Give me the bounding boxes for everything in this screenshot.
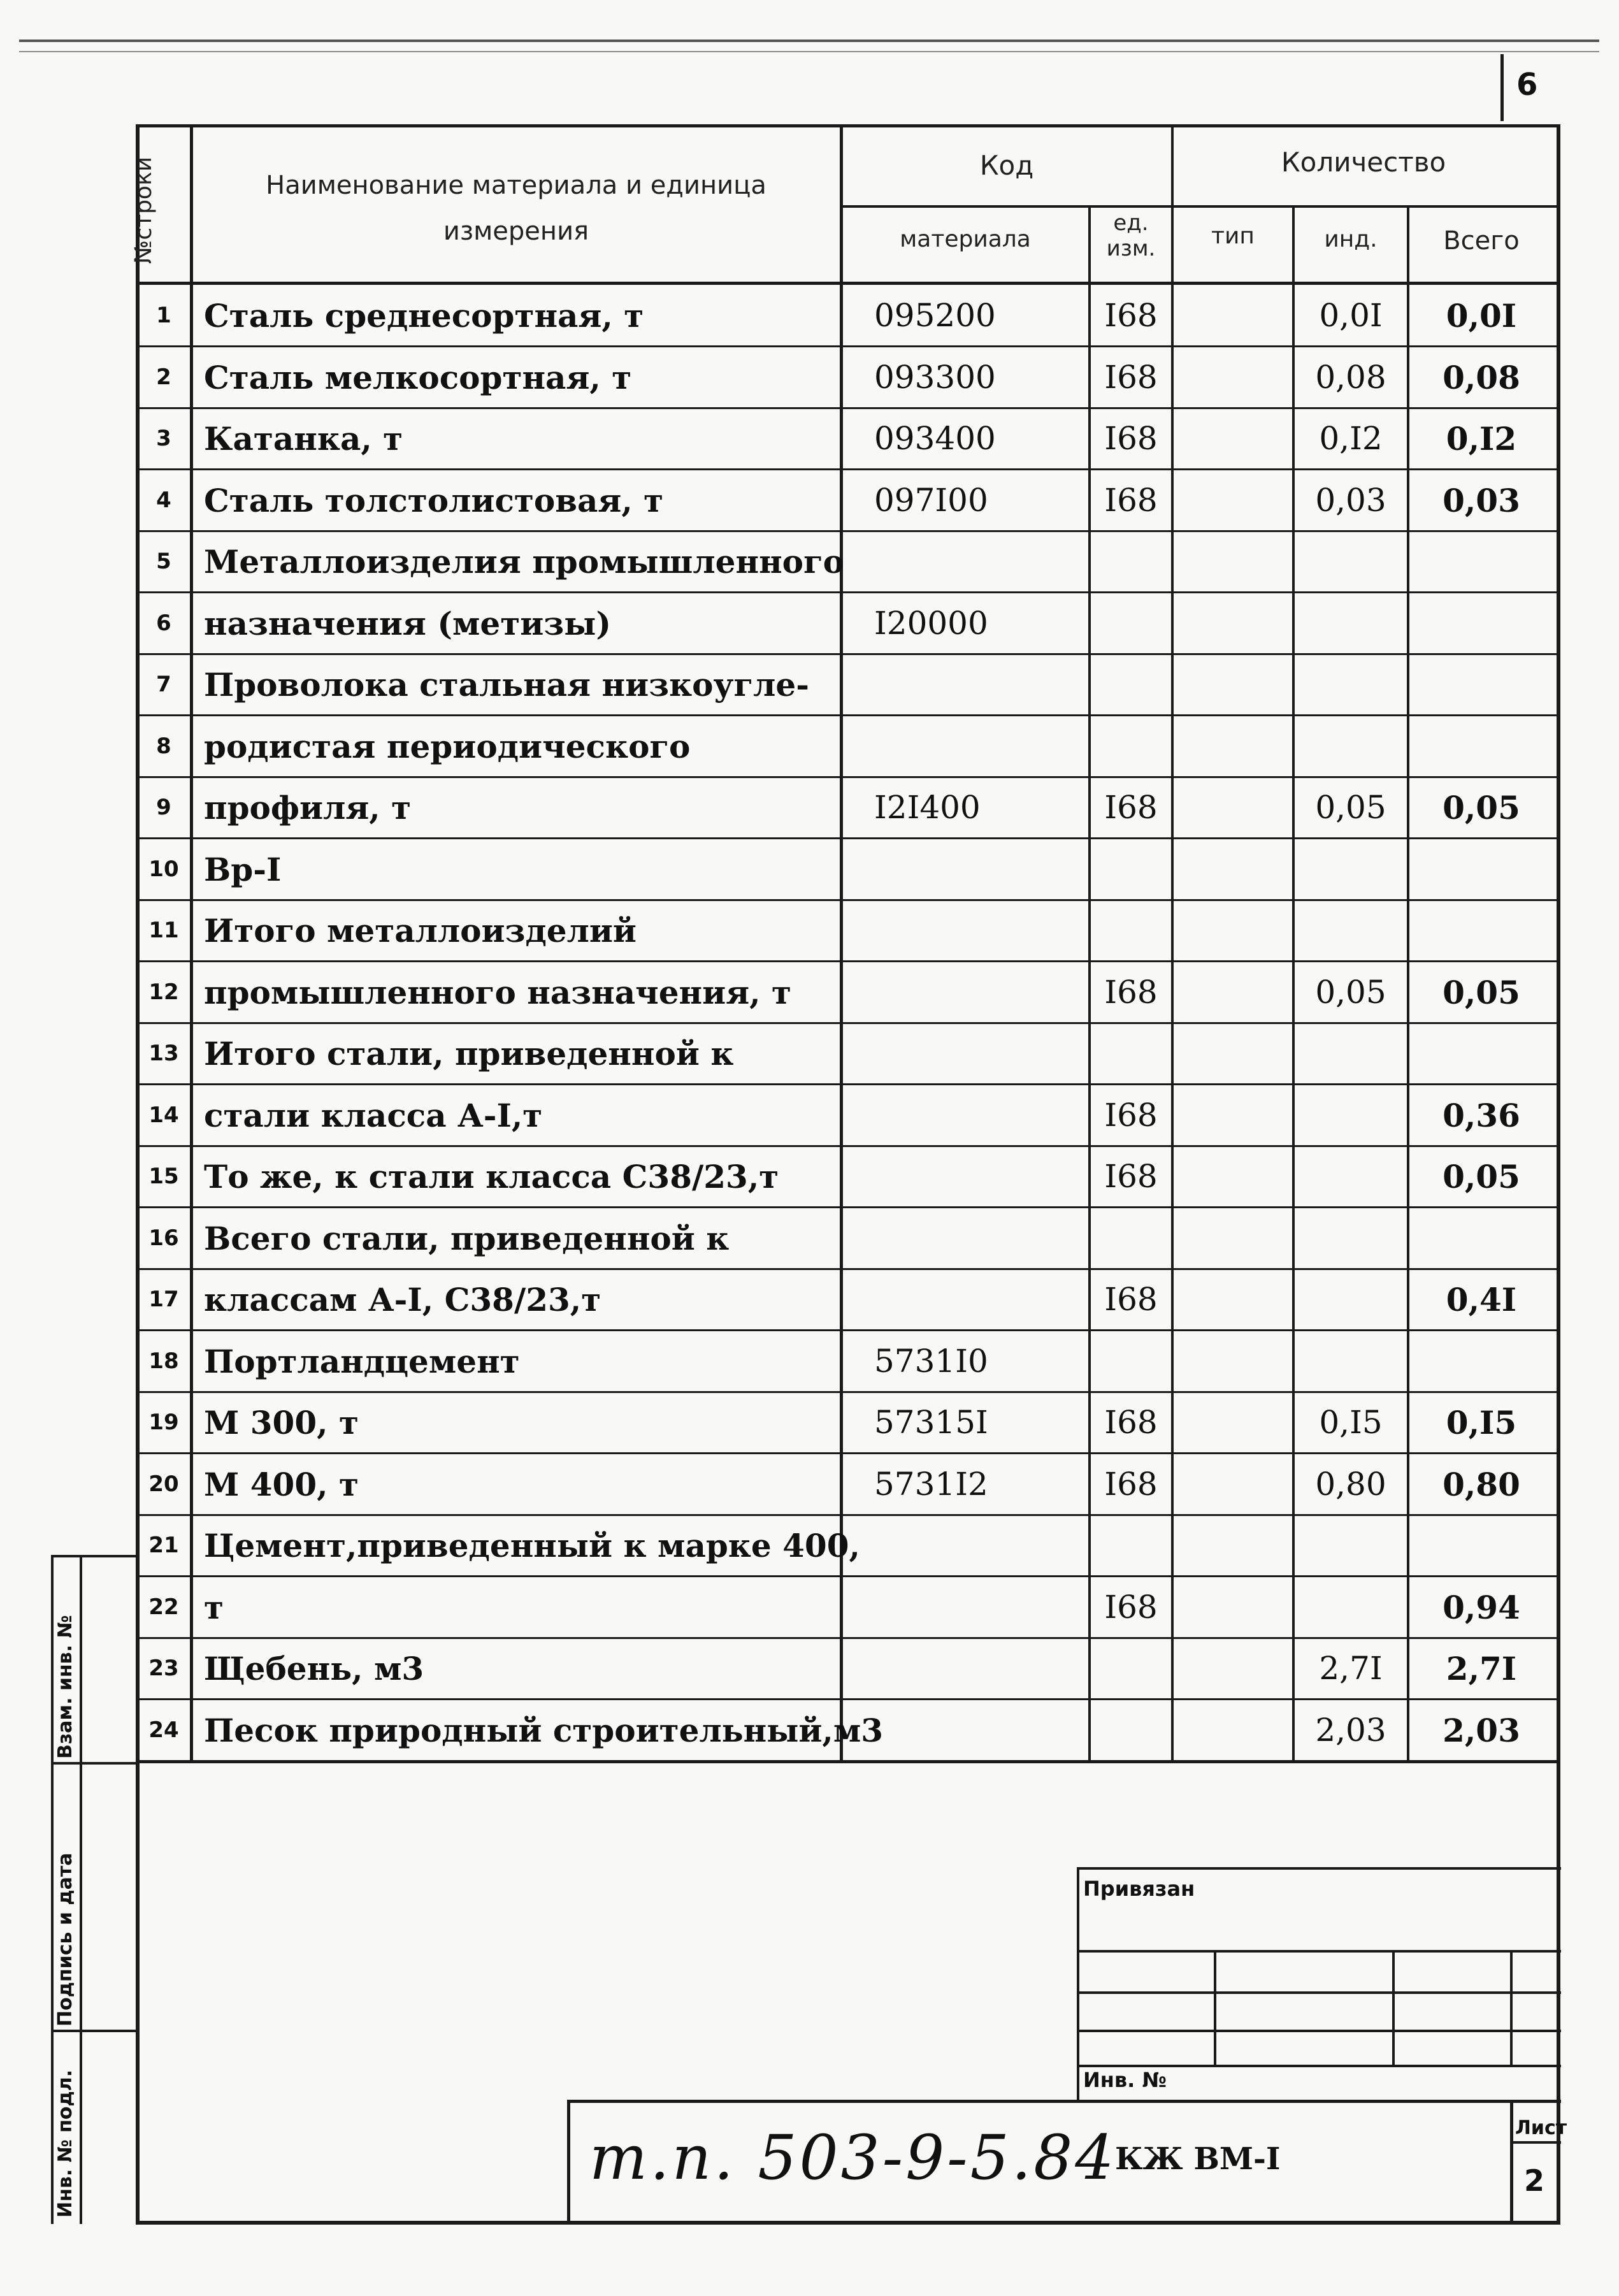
material-name: профиля, т	[204, 788, 412, 827]
material-name: М 300, т	[204, 1403, 359, 1441]
unit-code: I68	[1104, 1158, 1158, 1195]
header-mid-line	[841, 205, 1558, 208]
stamp-inv-no: Инв. №	[1083, 2068, 1167, 2092]
row-number: 14	[148, 1102, 179, 1128]
qty-total: 0,36	[1443, 1096, 1520, 1134]
table-row	[0, 1269, 1619, 1330]
row-number: 19	[148, 1410, 179, 1435]
stamp-box-line-3	[1077, 2030, 1561, 2032]
table-row	[0, 1023, 1619, 1084]
table-row	[0, 1577, 1619, 1638]
qty-individual	[1293, 716, 1408, 777]
unit-code: I68	[1104, 1589, 1158, 1626]
material-code: 093300	[874, 359, 996, 396]
table-row	[0, 900, 1619, 961]
side-label-inv-podl: Инв. № подл.	[54, 2069, 76, 2218]
qty-individual: 0,80	[1315, 1466, 1386, 1503]
material-code: I2I400	[874, 789, 981, 826]
table-row	[0, 1515, 1619, 1576]
row-number: 9	[156, 795, 171, 820]
material-code	[874, 839, 1091, 900]
qty-individual: 0,03	[1315, 482, 1386, 519]
table-row	[0, 1208, 1619, 1269]
frame-bottom	[136, 2221, 1560, 2225]
material-code	[874, 1146, 1091, 1207]
header-qty-ind: инд.	[1324, 226, 1378, 252]
qty-total: 0,05	[1443, 973, 1520, 1011]
qty-individual	[1293, 1577, 1408, 1638]
page-no-divider	[1500, 54, 1504, 121]
qty-individual	[1293, 839, 1408, 900]
material-name: Сталь среднесортная, т	[204, 296, 644, 335]
material-code: 095200	[874, 297, 996, 334]
material-name: т	[204, 1588, 224, 1626]
material-name: Песок природный строительный,м3	[204, 1711, 884, 1749]
row-number: 20	[148, 1471, 179, 1497]
table-row	[0, 1700, 1619, 1761]
material-name: М 400, т	[204, 1465, 359, 1503]
stamp-box-col-2	[1392, 1950, 1395, 2065]
material-code	[874, 654, 1091, 715]
unit-code	[1090, 839, 1172, 900]
qty-total	[1408, 531, 1555, 592]
qty-individual: 0,I2	[1319, 420, 1383, 457]
side-label-vzam: Взам. инв. №	[54, 1615, 76, 1759]
row-number: 2	[156, 365, 171, 390]
qty-individual	[1293, 1515, 1408, 1576]
material-code	[874, 900, 1091, 961]
material-code	[874, 531, 1091, 592]
material-code: 57315I	[874, 1404, 988, 1441]
material-code: 097I00	[874, 482, 988, 519]
qty-individual	[1293, 1208, 1408, 1269]
row-number: 24	[148, 1717, 179, 1743]
title-block-sheet-left	[1510, 2100, 1513, 2224]
material-name: Итого стали, приведенной к	[204, 1034, 734, 1072]
unit-code: I68	[1104, 1466, 1158, 1503]
sheet-number: 2	[1524, 2163, 1545, 2198]
qty-individual	[1293, 1269, 1408, 1330]
stamp-box-top	[1077, 1867, 1561, 1870]
unit-code: I68	[1104, 789, 1158, 826]
material-name: промышленного назначения, т	[204, 973, 791, 1011]
material-name: Катанка, т	[204, 419, 403, 458]
unit-code: I68	[1104, 1097, 1158, 1134]
row-number: 22	[148, 1594, 179, 1620]
material-name: То же, к стали класса С38/23,т	[204, 1157, 779, 1195]
material-name: Проволока стальная низкоугле-	[204, 665, 809, 704]
qty-individual	[1293, 593, 1408, 654]
material-code: I20000	[874, 605, 988, 642]
table-row	[0, 285, 1619, 346]
material-name: назначения (метизы)	[204, 604, 611, 642]
table-row	[0, 716, 1619, 777]
document-code: КЖ ВМ-I	[1115, 2141, 1281, 2177]
side-top	[51, 1555, 137, 1557]
qty-total: 0,80	[1443, 1465, 1520, 1503]
qty-total: 0,94	[1443, 1588, 1520, 1626]
row-number: 17	[148, 1287, 179, 1312]
unit-code	[1090, 1208, 1172, 1269]
row-number: 10	[148, 856, 179, 882]
row-number: 4	[156, 487, 171, 513]
material-name: классам А-I, С38/23,т	[204, 1280, 601, 1318]
row-number: 21	[148, 1533, 179, 1558]
qty-individual	[1293, 531, 1408, 592]
material-code	[874, 1515, 1091, 1576]
material-code	[874, 1700, 1091, 1761]
qty-total: 0,0I	[1446, 296, 1517, 335]
title-block-top	[567, 2100, 1561, 2103]
table-row	[0, 1085, 1619, 1146]
table-row	[0, 1331, 1619, 1392]
qty-individual	[1293, 1085, 1408, 1146]
qty-total	[1408, 1331, 1555, 1392]
qty-total	[1408, 593, 1555, 654]
table-row	[0, 1146, 1619, 1207]
row-number: 15	[148, 1164, 179, 1189]
row-number: 16	[148, 1225, 179, 1251]
material-name: Итого металлоизделий	[204, 911, 637, 949]
qty-total	[1408, 1208, 1555, 1269]
material-name: родистая периодического	[204, 727, 691, 765]
material-code: 093400	[874, 420, 996, 457]
header-qty-group: Количество	[1281, 147, 1446, 178]
material-name: Металлоизделия промышленного	[204, 542, 845, 581]
unit-code	[1090, 1515, 1172, 1576]
qty-total: 2,7I	[1446, 1649, 1517, 1687]
table-row	[0, 839, 1619, 900]
material-name: Щебень, м3	[204, 1649, 424, 1687]
material-code	[874, 1085, 1091, 1146]
qty-total: 0,4I	[1446, 1280, 1517, 1318]
unit-code	[1090, 1638, 1172, 1699]
qty-individual	[1293, 900, 1408, 961]
unit-code: I68	[1104, 1281, 1158, 1318]
row-number: 12	[148, 979, 179, 1005]
material-code	[874, 962, 1091, 1023]
material-code	[874, 1269, 1091, 1330]
qty-individual: 0,08	[1315, 359, 1386, 396]
table-row	[0, 531, 1619, 592]
unit-code: I68	[1104, 420, 1158, 457]
qty-total	[1408, 1515, 1555, 1576]
stamp-privyazan: Привязан	[1083, 1877, 1195, 1901]
row-number: 5	[156, 549, 171, 574]
stamp-box-col-3	[1510, 1950, 1513, 2065]
top-rule	[19, 40, 1599, 42]
table-row	[0, 1454, 1619, 1515]
table-row	[0, 408, 1619, 469]
header-line-number: №строки	[131, 156, 157, 264]
material-name: Сталь толстолистовая, т	[204, 481, 664, 519]
qty-individual	[1293, 1023, 1408, 1084]
side-col-inner	[80, 1555, 82, 2224]
header-code-material: материала	[900, 226, 1031, 252]
frame-top	[136, 124, 1560, 127]
material-name: Сталь мелкосортная, т	[204, 358, 632, 396]
header-code-group: Код	[979, 150, 1034, 181]
table-row	[0, 962, 1619, 1023]
row-number: 23	[148, 1656, 179, 1681]
row-number: 6	[156, 610, 171, 636]
qty-total	[1408, 1023, 1555, 1084]
unit-code	[1090, 593, 1172, 654]
material-name: стали класса А-I,т	[204, 1096, 543, 1134]
unit-code	[1090, 1700, 1172, 1761]
unit-code	[1090, 531, 1172, 592]
unit-code	[1090, 654, 1172, 715]
qty-total: 0,I5	[1446, 1403, 1517, 1441]
row-number: 8	[156, 733, 171, 759]
unit-code	[1090, 900, 1172, 961]
qty-total	[1408, 839, 1555, 900]
qty-total	[1408, 900, 1555, 961]
qty-total	[1408, 716, 1555, 777]
stamp-box-line-1	[1077, 1950, 1561, 1953]
row-number: 3	[156, 426, 171, 451]
material-code	[874, 1577, 1091, 1638]
qty-total: 0,I2	[1446, 419, 1517, 458]
table-row	[0, 593, 1619, 654]
unit-code: I68	[1104, 1404, 1158, 1441]
side-sep-2	[51, 2030, 137, 2032]
header-qty-tip: тип	[1211, 223, 1255, 249]
side-sep-1	[51, 1762, 137, 1765]
header-name: Наименование материала и единица измерения	[266, 171, 766, 246]
table-bottom-line	[136, 1760, 1560, 1763]
qty-total: 0,05	[1443, 788, 1520, 827]
table-row	[0, 1392, 1619, 1453]
qty-individual: 2,03	[1315, 1712, 1386, 1749]
qty-individual: 0,05	[1315, 789, 1386, 826]
row-number: 13	[148, 1041, 179, 1066]
material-code	[874, 716, 1091, 777]
table-row	[0, 347, 1619, 408]
qty-total	[1408, 654, 1555, 715]
qty-total: 0,08	[1443, 358, 1520, 396]
project-number: т.п. 503-9-5.84	[589, 2122, 1117, 2193]
stamp-box-line-4	[1077, 2065, 1561, 2067]
material-code: 5731I0	[874, 1343, 988, 1380]
page-number: 6	[1516, 67, 1538, 103]
side-label-podpis: Подпись и дата	[54, 1852, 76, 2026]
qty-individual	[1293, 1331, 1408, 1392]
material-code: 5731I2	[874, 1466, 988, 1503]
row-number: 11	[148, 918, 179, 943]
title-block-sheet-sep	[1510, 2141, 1561, 2144]
material-name: Всего стали, приведенной к	[204, 1219, 730, 1257]
material-code	[874, 1023, 1091, 1084]
qty-individual: 0,I5	[1319, 1404, 1383, 1441]
table-row	[0, 470, 1619, 531]
sheet-label: Лист	[1515, 2117, 1567, 2139]
title-block-left	[567, 2100, 570, 2224]
top-rule-2	[19, 51, 1599, 52]
table-row	[0, 1638, 1619, 1699]
material-code	[874, 1638, 1091, 1699]
row-number: 18	[148, 1348, 179, 1374]
table-row	[0, 777, 1619, 838]
unit-code	[1090, 1331, 1172, 1392]
table-row	[0, 654, 1619, 715]
qty-individual: 2,7I	[1319, 1650, 1383, 1687]
qty-individual: 0,0I	[1319, 297, 1383, 334]
row-number: 1	[156, 303, 171, 328]
qty-individual: 0,05	[1315, 974, 1386, 1011]
qty-total: 2,03	[1443, 1711, 1520, 1749]
material-name: Вр-I	[204, 850, 282, 888]
unit-code	[1090, 1023, 1172, 1084]
side-col-outer	[51, 1555, 54, 2224]
qty-total: 0,03	[1443, 481, 1520, 519]
unit-code	[1090, 716, 1172, 777]
stamp-box-line-2	[1077, 1991, 1561, 1994]
unit-code: I68	[1104, 297, 1158, 334]
header-code-unit: ед. изм.	[1106, 210, 1156, 261]
material-code	[874, 1208, 1091, 1269]
header-qty-total: Всего	[1443, 226, 1520, 256]
qty-individual	[1293, 654, 1408, 715]
material-name: Портландцемент	[204, 1342, 520, 1380]
stamp-box-left	[1077, 1867, 1079, 2103]
unit-code: I68	[1104, 482, 1158, 519]
stamp-box-col-1	[1214, 1950, 1216, 2065]
unit-code: I68	[1104, 359, 1158, 396]
unit-code: I68	[1104, 974, 1158, 1011]
material-name: Цемент,приведенный к марке 400,	[204, 1526, 860, 1564]
qty-individual	[1293, 1146, 1408, 1207]
qty-total: 0,05	[1443, 1157, 1520, 1195]
row-number: 7	[156, 672, 171, 697]
